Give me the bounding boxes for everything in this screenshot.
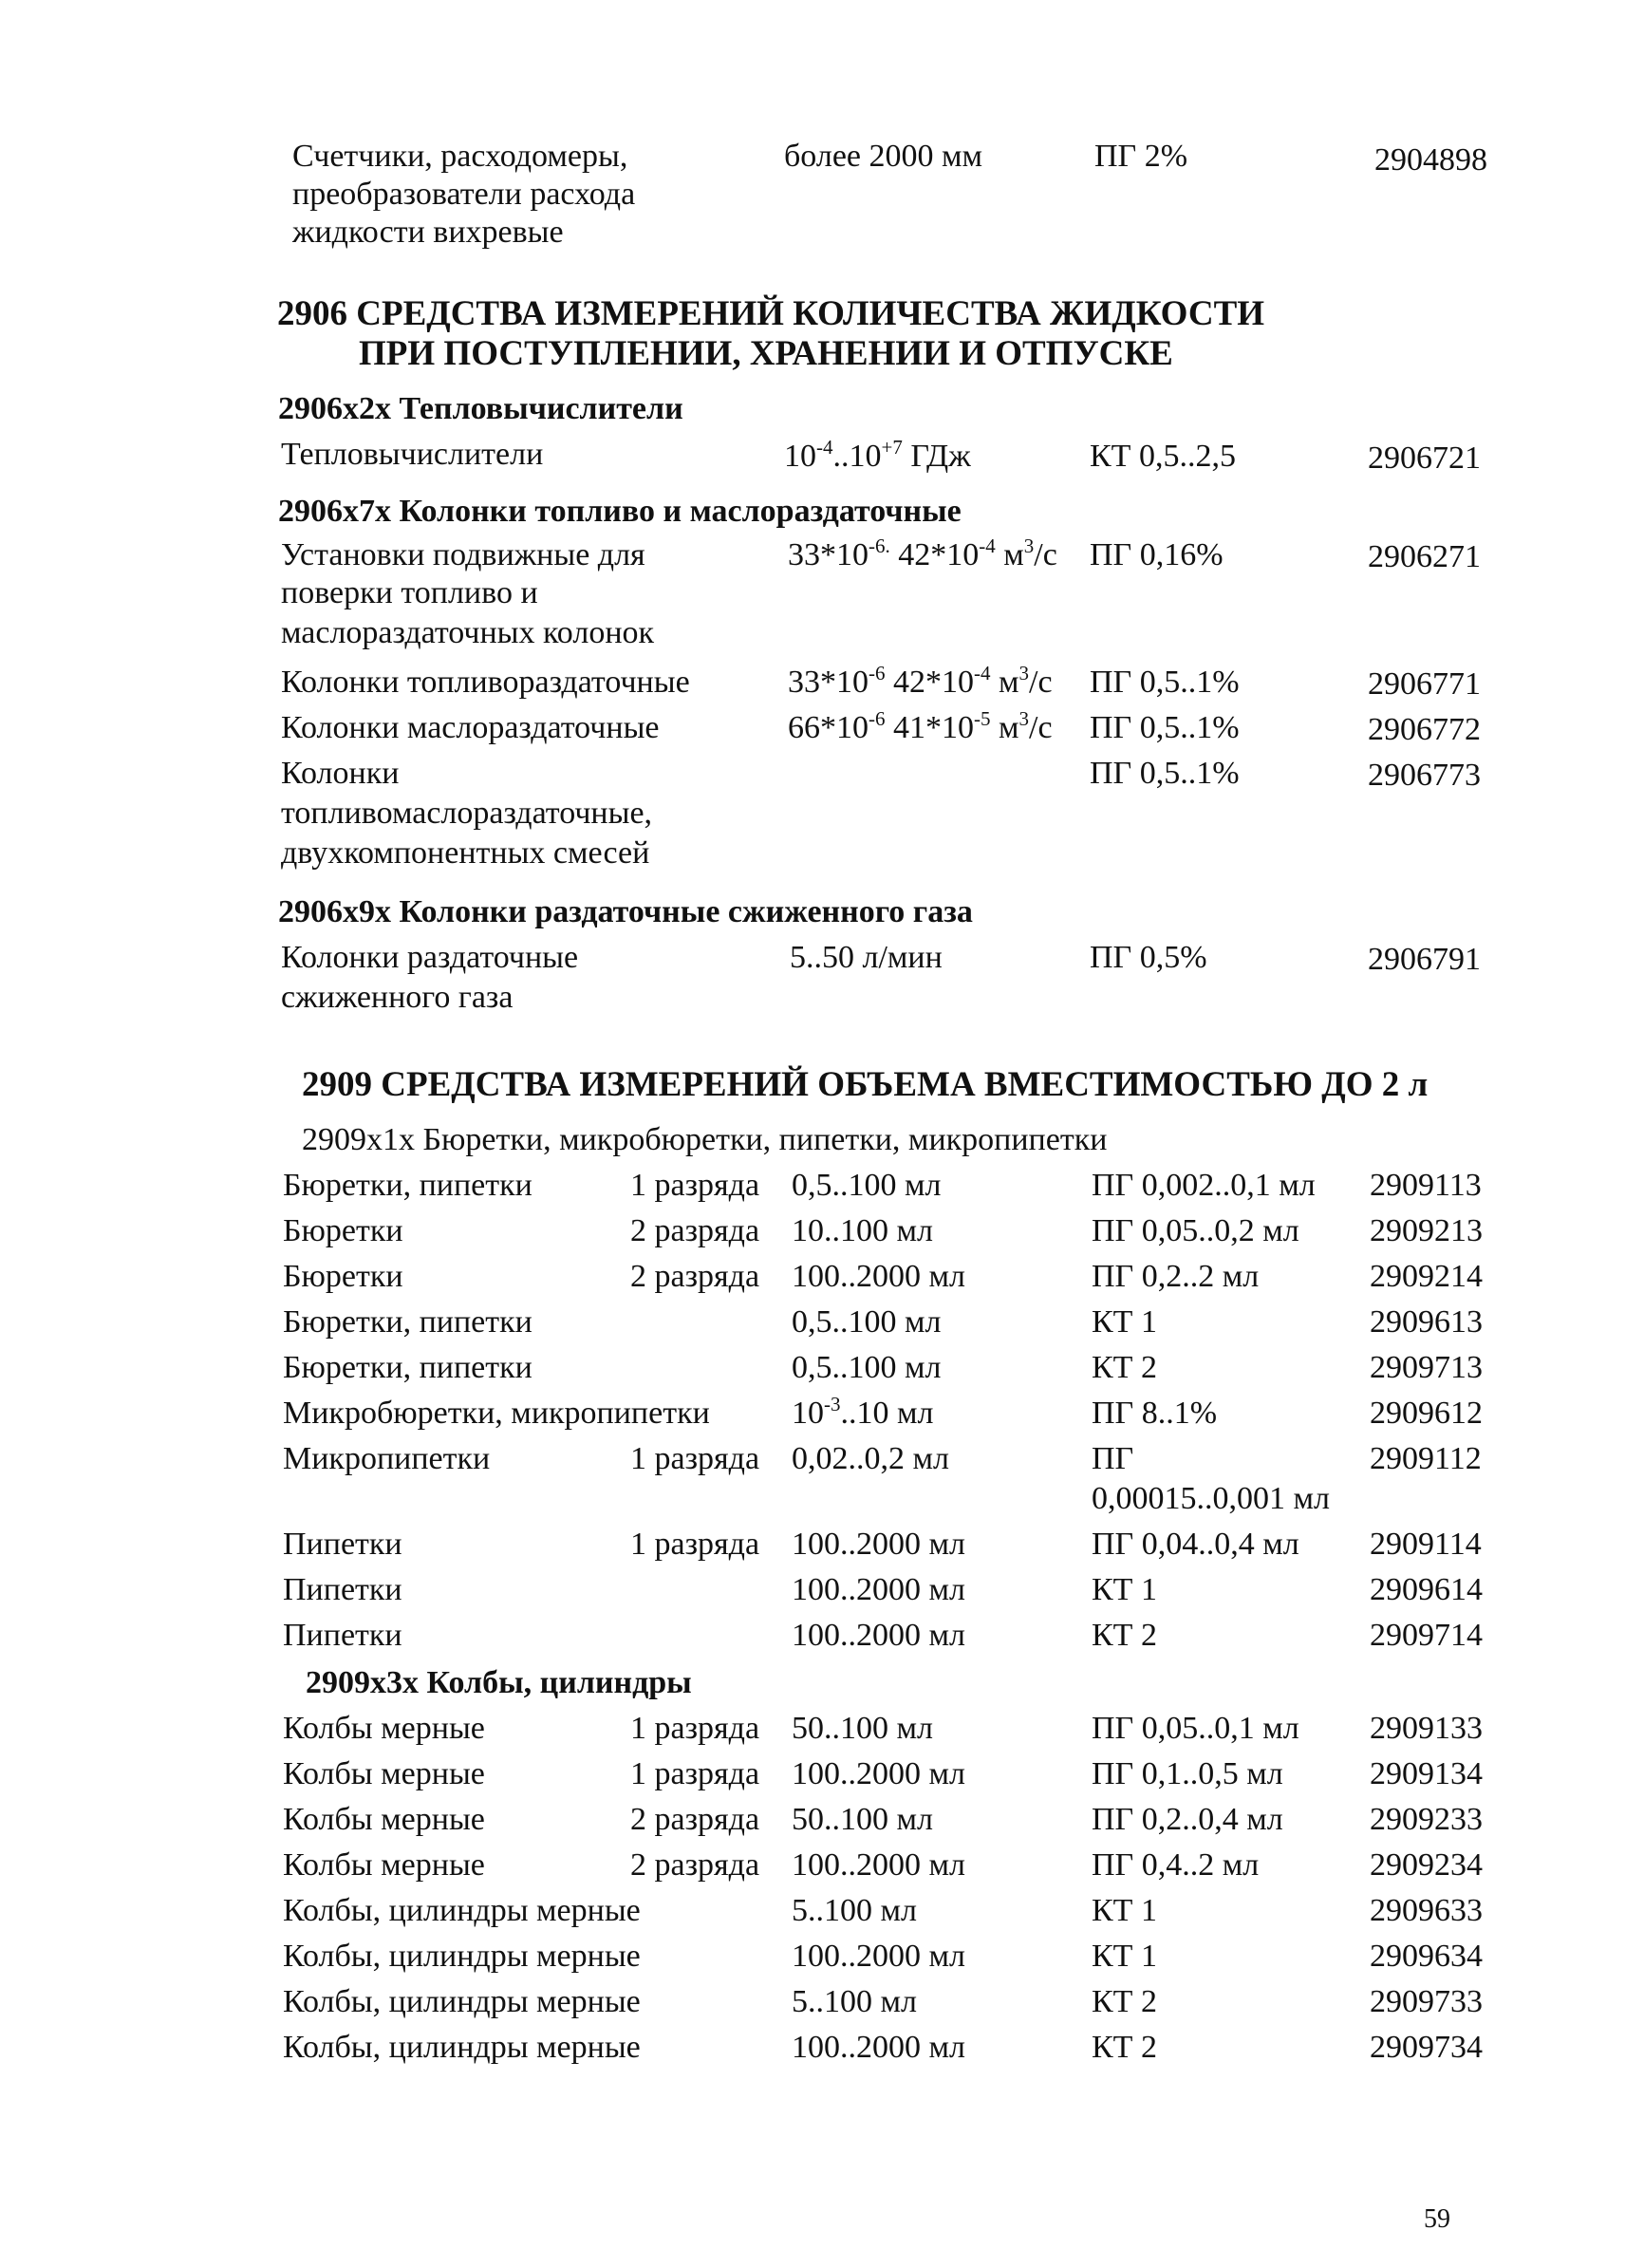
entry-name: Колонки топливораздаточные: [281, 665, 690, 700]
entry-class: 2 разряда: [630, 1847, 760, 1883]
entry-range: 100..2000 мл: [792, 1847, 965, 1883]
entry-name-line: топливомаслораздаточные,: [281, 796, 653, 831]
entry-name: Пипетки: [283, 1527, 402, 1562]
page-number: 59: [1424, 2204, 1450, 2234]
entry-name: Пипетки: [283, 1618, 402, 1653]
entry-name: Микропипетки: [283, 1441, 491, 1476]
entry-accuracy: 0,00015..0,001 мл: [1092, 1481, 1330, 1516]
subsection-title: 2906x7x Колонки топливо и маслораздаточные: [278, 494, 962, 529]
entry-code: 2906721: [1368, 440, 1481, 476]
entry-code: 2909234: [1370, 1847, 1483, 1883]
entry-accuracy: ПГ 0,2..2 мл: [1092, 1259, 1260, 1294]
entry-range: 5..100 мл: [792, 1893, 917, 1928]
entry-class: 2 разряда: [630, 1259, 760, 1294]
section-title: 2909 СРЕДСТВА ИЗМЕРЕНИЙ ОБЪЕМА ВМЕСТИМОСТЬЮ ДО 2 л: [302, 1065, 1429, 1104]
section-title: ПРИ ПОСТУПЛЕНИИ, ХРАНЕНИИ И ОТПУСКЕ: [359, 334, 1173, 373]
entry-range: 0,5..100 мл: [792, 1304, 942, 1340]
entry-class: 2 разряда: [630, 1802, 760, 1837]
entry-accuracy: ПГ: [1092, 1441, 1134, 1476]
entry-accuracy: ПГ 0,5..1%: [1090, 710, 1240, 745]
entry-accuracy: ПГ 0,05..0,1 мл: [1092, 1711, 1299, 1746]
subsection-title: 2909x1x Бюретки, микробюретки, пипетки, микропипетки: [302, 1122, 1108, 1157]
entry-range: 0,02..0,2 мл: [792, 1441, 949, 1476]
entry-accuracy: ПГ 0,5%: [1090, 940, 1207, 975]
entry-code: 2909214: [1370, 1259, 1483, 1294]
entry-name: Колбы мерные: [283, 1847, 485, 1883]
entry-code: 2909713: [1370, 1350, 1483, 1385]
entry-name: Тепловычислители: [281, 437, 544, 472]
subsection-title: 2906x9x Колонки раздаточные сжиженного газа: [278, 894, 973, 929]
entry-name: Колонки маслораздаточные: [281, 710, 660, 745]
entry-range: 50..100 мл: [792, 1802, 933, 1837]
entry-accuracy: ПГ 0,04..0,4 мл: [1092, 1527, 1299, 1562]
entry-code: 2909112: [1370, 1441, 1482, 1476]
entry-accuracy: ПГ 0,5..1%: [1090, 756, 1240, 791]
entry-class: 1 разряда: [630, 1756, 760, 1791]
entry-range: более 2000 мм: [784, 139, 983, 174]
section-title: 2906 СРЕДСТВА ИЗМЕРЕНИЙ КОЛИЧЕСТВА ЖИДКОСТИ: [277, 294, 1265, 333]
entry-range: $10^{-4}..10^{+7}$ ГДж: [784, 436, 971, 474]
entry-name: Колбы, цилиндры мерные: [283, 1984, 641, 2019]
entry-name-line: маслораздаточных колонок: [281, 615, 655, 650]
entry-range: 5..50 л/мин: [790, 940, 943, 975]
entry-name: Бюретки, пипетки: [283, 1304, 532, 1340]
entry-code: 2909613: [1370, 1304, 1483, 1340]
entry-code: 2906271: [1368, 539, 1481, 574]
entry-accuracy: КТ 2: [1092, 1618, 1157, 1653]
entry-range: 100..2000 мл: [792, 1618, 965, 1653]
entry-name: Колбы мерные: [283, 1756, 485, 1791]
entry-range: 10..100 мл: [792, 1213, 933, 1248]
entry-name: Бюретки, пипетки: [283, 1350, 532, 1385]
entry-code: 2909614: [1370, 1572, 1483, 1607]
entry-range: 100..2000 мл: [792, 2030, 965, 2065]
entry-accuracy: КТ 2: [1092, 1350, 1157, 1385]
entry-name: Колбы мерные: [283, 1802, 485, 1837]
entry-code: 2906791: [1368, 942, 1481, 977]
entry-accuracy: ПГ 2%: [1094, 139, 1188, 174]
entry-code: 2904898: [1374, 142, 1487, 178]
entry-class: 1 разряда: [630, 1711, 760, 1746]
entry-name: Колбы мерные: [283, 1711, 485, 1746]
entry-name-line: Установки подвижные для: [281, 537, 645, 572]
entry-range: 100..2000 мл: [792, 1756, 965, 1791]
entry-accuracy: КТ 2: [1092, 2030, 1157, 2065]
entry-range: 0,5..100 мл: [792, 1350, 942, 1385]
entry-range: 100..2000 мл: [792, 1527, 965, 1562]
entry-class: 1 разряда: [630, 1168, 760, 1203]
entry-code: 2909133: [1370, 1711, 1483, 1746]
entry-accuracy: ПГ 8..1%: [1092, 1396, 1218, 1431]
entry-accuracy: ПГ 0,16%: [1090, 537, 1224, 572]
entry-accuracy: ПГ 0,4..2 мл: [1092, 1847, 1260, 1883]
entry-accuracy: ПГ 0,05..0,2 мл: [1092, 1213, 1299, 1248]
entry-name: Колбы, цилиндры мерные: [283, 2030, 641, 2065]
entry-name: Колбы, цилиндры мерные: [283, 1939, 641, 1974]
entry-accuracy: ПГ 0,1..0,5 мл: [1092, 1756, 1283, 1791]
entry-code: 2909612: [1370, 1396, 1483, 1431]
entry-accuracy: КТ 2: [1092, 1984, 1157, 2019]
entry-accuracy: ПГ 0,2..0,4 мл: [1092, 1802, 1283, 1837]
subsection-title: 2909x3x Колбы, цилиндры: [306, 1665, 692, 1700]
entry-accuracy: ПГ 0,5..1%: [1090, 665, 1240, 700]
entry-name: Микробюретки, микропипетки: [283, 1396, 710, 1431]
entry-name: Бюретки, пипетки: [283, 1168, 532, 1203]
entry-name-line: сжиженного газа: [281, 980, 514, 1015]
entry-accuracy: КТ 1: [1092, 1893, 1157, 1928]
entry-code: 2909633: [1370, 1893, 1483, 1928]
entry-code: 2909114: [1370, 1527, 1482, 1562]
entry-accuracy: ПГ 0,002..0,1 мл: [1092, 1168, 1316, 1203]
entry-name-line: жидкости вихревые: [292, 215, 564, 250]
entry-name-line: двухкомпонентных смесей: [281, 835, 650, 871]
entry-range: 5..100 мл: [792, 1984, 917, 2019]
entry-name: Бюретки: [283, 1259, 403, 1294]
entry-name-line: поверки топливо и: [281, 575, 538, 610]
entry-name: Бюретки: [283, 1213, 403, 1248]
entry-range: $33*10^{-6.}$ $42*10^{-4}$ $м^3/с$: [788, 534, 1057, 572]
entry-code: 2906772: [1368, 712, 1481, 747]
entry-code: 2909134: [1370, 1756, 1483, 1791]
entry-accuracy: КТ 1: [1092, 1572, 1157, 1607]
entry-code: 2909634: [1370, 1939, 1483, 1974]
entry-name: Пипетки: [283, 1572, 402, 1607]
subsection-title: 2906x2x Тепловычислители: [278, 391, 683, 426]
entry-accuracy: КТ 0,5..2,5: [1090, 439, 1236, 474]
entry-code: 2909734: [1370, 2030, 1483, 2065]
entry-name-line: Счетчики, расходомеры,: [292, 139, 628, 174]
entry-range: $66*10^{-6}$ $41*10^{-5}$ $м^3/с$: [788, 707, 1053, 745]
entry-code: 2909233: [1370, 1802, 1483, 1837]
entry-range: 100..2000 мл: [792, 1939, 965, 1974]
entry-range: $33*10^{-6}$ $42*10^{-4}$ $м^3/с$: [788, 662, 1053, 700]
entry-range: 100..2000 мл: [792, 1259, 965, 1294]
entry-code: 2906773: [1368, 758, 1481, 793]
entry-code: 2909733: [1370, 1984, 1483, 2019]
entry-name-line: преобразователи расхода: [292, 177, 636, 212]
entry-accuracy: КТ 1: [1092, 1304, 1157, 1340]
entry-range: 50..100 мл: [792, 1711, 933, 1746]
entry-accuracy: КТ 1: [1092, 1939, 1157, 1974]
entry-name-line: Колонки раздаточные: [281, 940, 579, 975]
entry-code: 2909714: [1370, 1618, 1483, 1653]
entry-class: 2 разряда: [630, 1213, 760, 1248]
entry-class: 1 разряда: [630, 1441, 760, 1476]
entry-name-line: Колонки: [281, 756, 400, 791]
entry-code: 2906771: [1368, 666, 1481, 702]
entry-range: 0,5..100 мл: [792, 1168, 942, 1203]
entry-range: 100..2000 мл: [792, 1572, 965, 1607]
entry-name: Колбы, цилиндры мерные: [283, 1893, 641, 1928]
entry-range: $10^{-3}..10$ мл: [792, 1393, 934, 1431]
entry-class: 1 разряда: [630, 1527, 760, 1562]
entry-code: 2909113: [1370, 1168, 1482, 1203]
entry-code: 2909213: [1370, 1213, 1483, 1248]
